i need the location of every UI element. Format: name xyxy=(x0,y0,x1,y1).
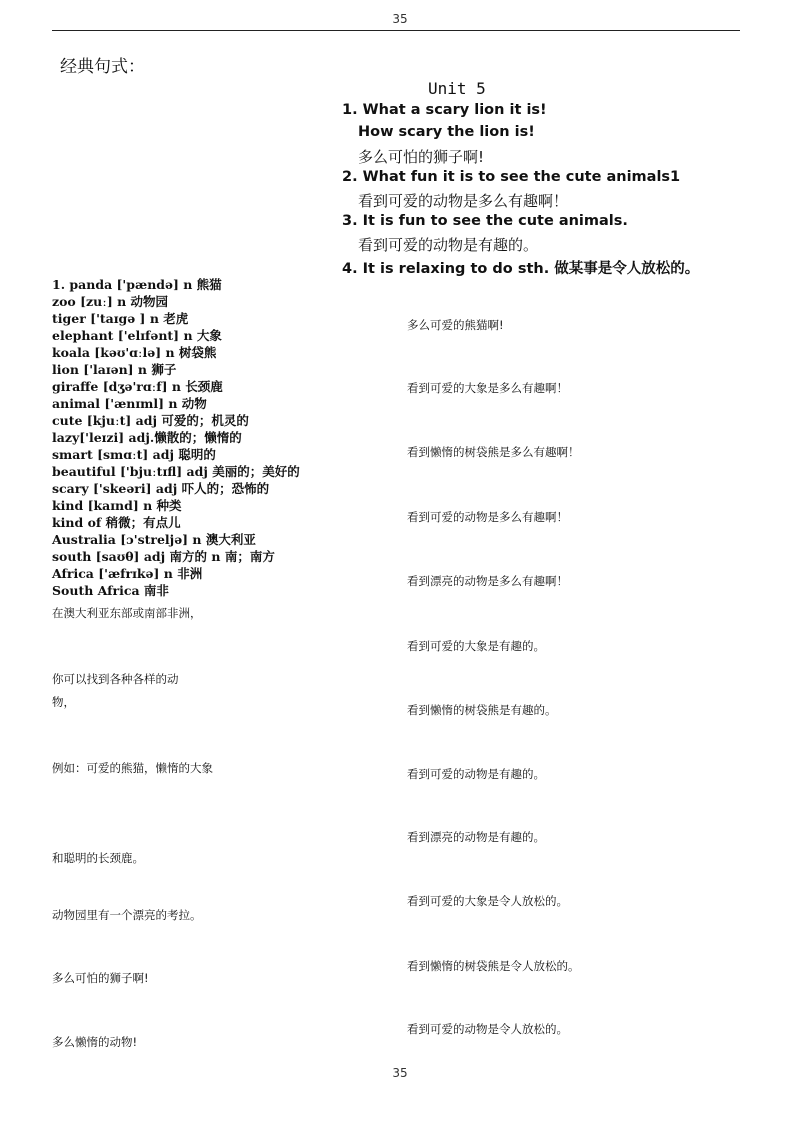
right-sentence: 看到懒惰的树袋熊是多么有趣啊！ xyxy=(407,445,580,459)
left-sentence: 动物园里有一个漂亮的考拉。 xyxy=(52,908,202,922)
pattern-4: 4. It is relaxing to do sth. 做某事是令人放松的。 xyxy=(342,261,700,277)
right-sentence: 多么可爱的熊猫啊! xyxy=(407,318,504,332)
vocab-item: tiger ['taɪgə ] n 老虎 xyxy=(52,311,189,326)
section-heading: 经典句式： xyxy=(60,57,145,77)
vocab-item: Australia [ɔ'streljə] n 澳大利亚 xyxy=(52,532,256,547)
vocab-item: smart [smɑːt] adj 聪明的 xyxy=(52,447,216,462)
vocabulary-list xyxy=(52,276,300,599)
vocab-item: cute [kjuːt] adj 可爱的；机灵的 xyxy=(52,413,249,428)
vocab-item: animal ['ænɪml] n 动物 xyxy=(52,396,207,411)
left-sentence: 物， xyxy=(52,695,75,709)
right-sentence: 看到可爱的动物是令人放松的。 xyxy=(407,1022,568,1036)
right-sentence: 看到懒惰的树袋熊是令人放松的。 xyxy=(407,959,580,973)
vocab-item: elephant ['elɪfənt] n 大象 xyxy=(52,328,222,343)
left-sentence: 例如：可爱的熊猫，懒惰的大象 xyxy=(52,761,213,775)
right-sentence: 看到漂亮的动物是有趣的。 xyxy=(407,830,545,844)
right-sentence: 看到可爱的动物是有趣的。 xyxy=(407,767,545,781)
left-sentence: 在澳大利亚东部或南部非洲， xyxy=(52,606,202,620)
vocab-item: beautiful ['bjuːtɪfl] adj 美丽的；美好的 xyxy=(52,464,300,479)
vocab-item: scary ['skeəri] adj 吓人的；恐怖的 xyxy=(52,481,270,496)
pattern-1: 1. What a scary lion it is! xyxy=(342,102,547,118)
left-sentence: 和聪明的长颈鹿。 xyxy=(52,851,144,865)
page-number-top: 35 xyxy=(392,12,408,26)
right-sentence: 看到懒惰的树袋熊是有趣的。 xyxy=(407,703,557,717)
pattern-1-alt: How scary the lion is! xyxy=(358,124,535,140)
left-sentence: 多么懒惰的动物! xyxy=(52,1035,138,1049)
vocab-item: Africa ['æfrɪkə] n 非洲 xyxy=(52,566,203,581)
left-sentence: 多么可怕的狮子啊! xyxy=(52,971,149,985)
right-sentence: 看到可爱的大象是令人放松的。 xyxy=(407,894,568,908)
vocab-item: kind [kaɪnd] n 种类 xyxy=(52,498,182,513)
right-sentence: 看到可爱的大象是多么有趣啊！ xyxy=(407,381,568,395)
pattern-3: 3. It is fun to see the cute animals. xyxy=(342,213,628,229)
left-sentence: 你可以找到各种各样的动 xyxy=(52,672,179,686)
vocab-item: giraffe [dʒə'rɑːf] n 长颈鹿 xyxy=(52,379,223,394)
unit-title: Unit 5 xyxy=(428,79,486,98)
vocab-item: 1. panda ['pændə] n 熊猫 xyxy=(52,277,222,292)
vocab-item: lazy['leɪzi] adj.懒散的；懒惰的 xyxy=(52,430,242,445)
vocab-item: lion ['laɪən] n 狮子 xyxy=(52,362,177,377)
vocab-item: South Africa 南非 xyxy=(52,583,169,598)
vocab-item: koala [kəʊ'ɑːlə] n 树袋熊 xyxy=(52,345,217,360)
pattern-2-translation: 看到可爱的动物是多么有趣啊！ xyxy=(358,192,569,210)
page-number-bottom: 35 xyxy=(392,1066,408,1080)
vocab-item: zoo [zuː] n 动物园 xyxy=(52,294,169,309)
header-rule xyxy=(52,30,740,31)
vocab-item: south [saʊθ] adj 南方的 n 南；南方 xyxy=(52,549,275,564)
vocab-item: kind of 稍微；有点儿 xyxy=(52,515,181,530)
right-sentence: 看到漂亮的动物是多么有趣啊！ xyxy=(407,574,568,588)
pattern-3-translation: 看到可爱的动物是有趣的。 xyxy=(358,236,539,254)
pattern-2: 2. What fun it is to see the cute animals1 xyxy=(342,169,681,185)
right-sentence: 看到可爱的大象是有趣的。 xyxy=(407,639,545,653)
pattern-1-translation: 多么可怕的狮子啊! xyxy=(358,148,485,166)
right-sentence: 看到可爱的动物是多么有趣啊！ xyxy=(407,510,568,524)
